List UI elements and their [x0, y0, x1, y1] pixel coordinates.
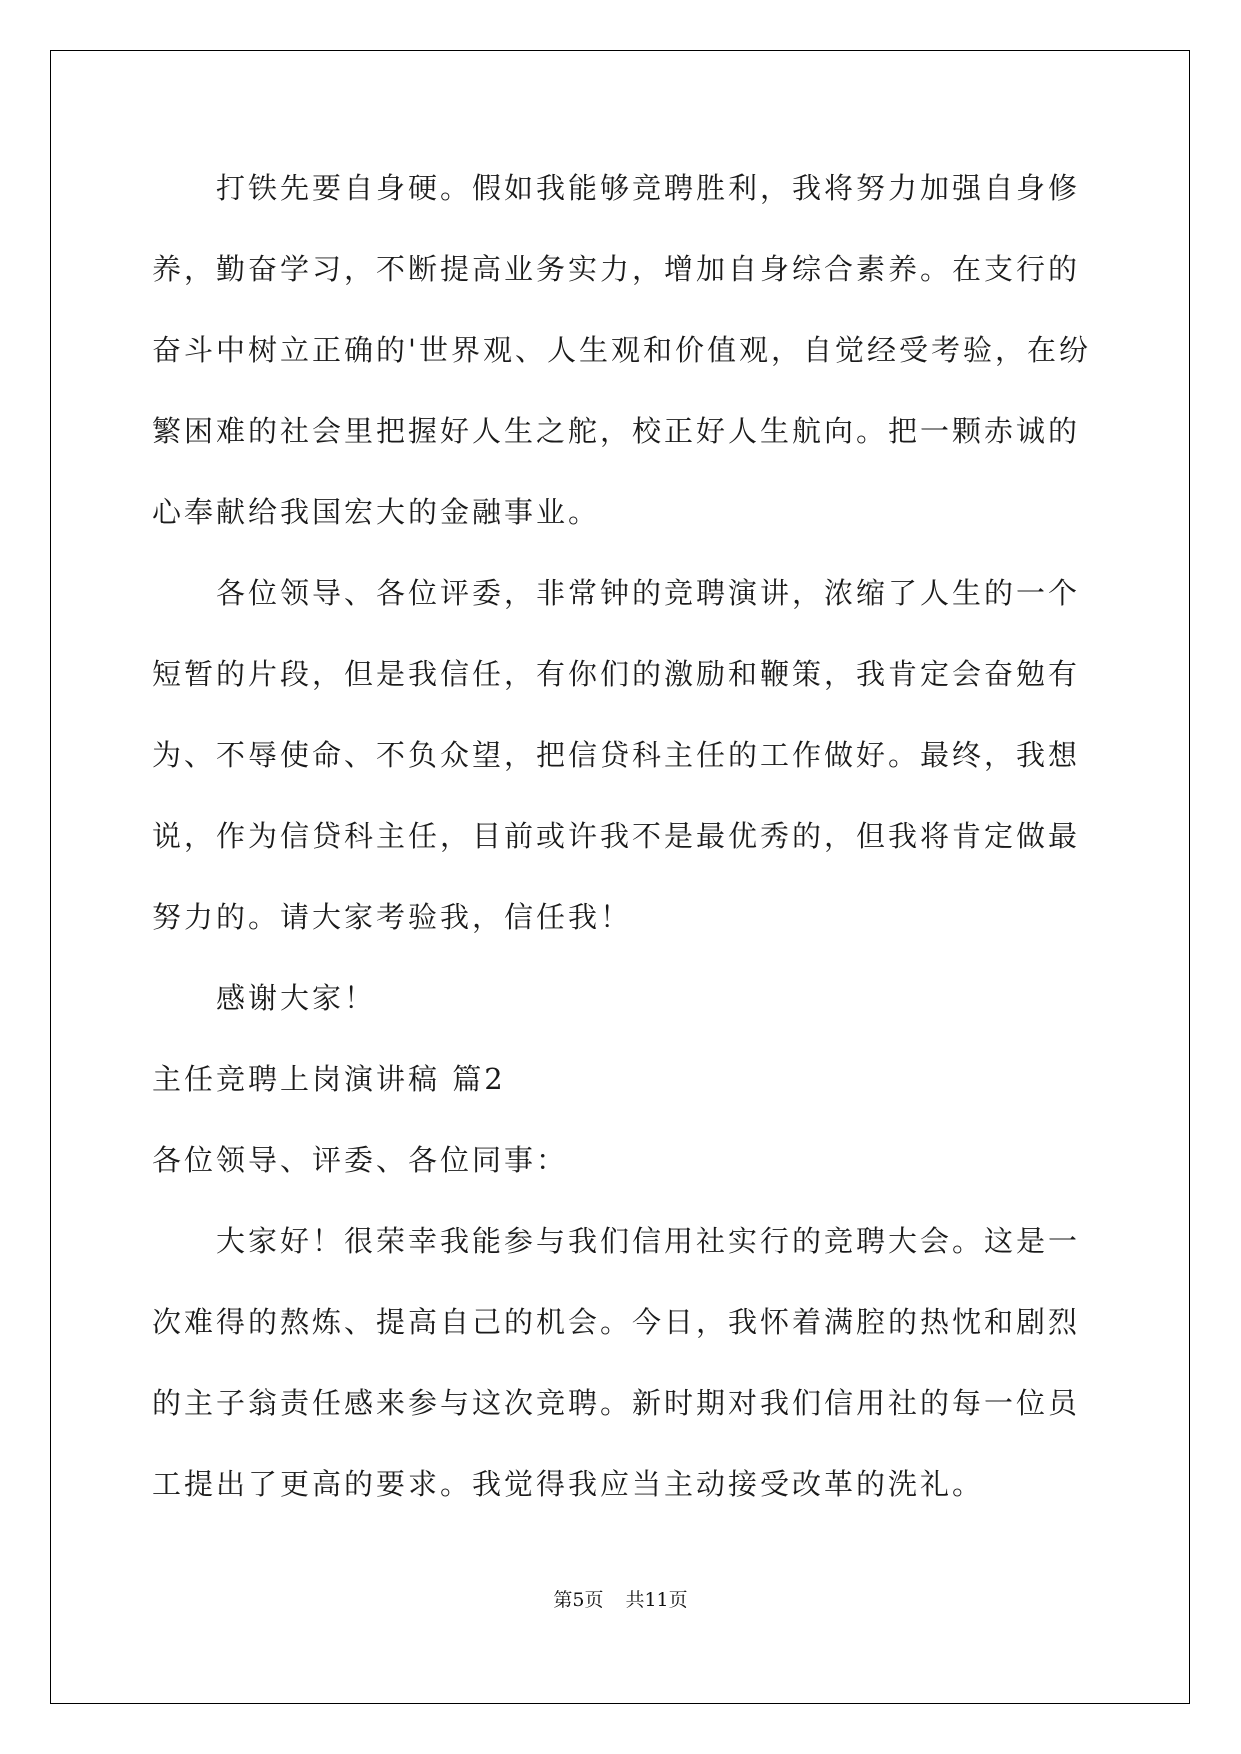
salutation: 各位领导、评委、各位同事：	[152, 1143, 569, 1177]
page-number: 第5页	[553, 1589, 604, 1611]
section-title: 主任竞聘上岗演讲稿 篇2	[152, 1062, 506, 1096]
page-total: 共11页	[625, 1589, 688, 1611]
body-paragraph: 感谢大家！	[216, 981, 377, 1015]
body-paragraph: 大家好！很荣幸我能参与我们信用社实行的竞聘大会。这是一次难得的熬炼、提高自己的机会。今日，我怀着满腔的热忱和剧烈的主子翁责任感来参与这次竞聘。新时期对我们信用社的每一位员工提出了更高的要求。我觉得我应当主动接受改革的洗礼。	[152, 1224, 1081, 1501]
document-body	[152, 148, 1092, 1525]
body-paragraph: 各位领导、各位评委，非常钟的竞聘演讲，浓缩了人生的一个短暂的片段，但是我信任，有你们的激励和鞭策，我肯定会奋勉有为、不辱使命、不负众望，把信贷科主任的工作做好。最终，我想说，作为信贷科主任，目前或许我不是最优秀的，但我将肯定做最努力的。请大家考验我，信任我！	[152, 576, 1081, 934]
page-footer	[0, 1585, 1241, 1612]
body-paragraph: 打铁先要自身硬。假如我能够竞聘胜利，我将努力加强自身修养，勤奋学习，不断提高业务实力，增加自身综合素养。在支行的奋斗中树立正确的'世界观、人生观和价值观，自觉经受考验，在纷繁困难的社会里把握好人生之舵，校正好人生航向。把一颗赤诚的心奉献给我国宏大的金融事业。	[152, 171, 1091, 529]
